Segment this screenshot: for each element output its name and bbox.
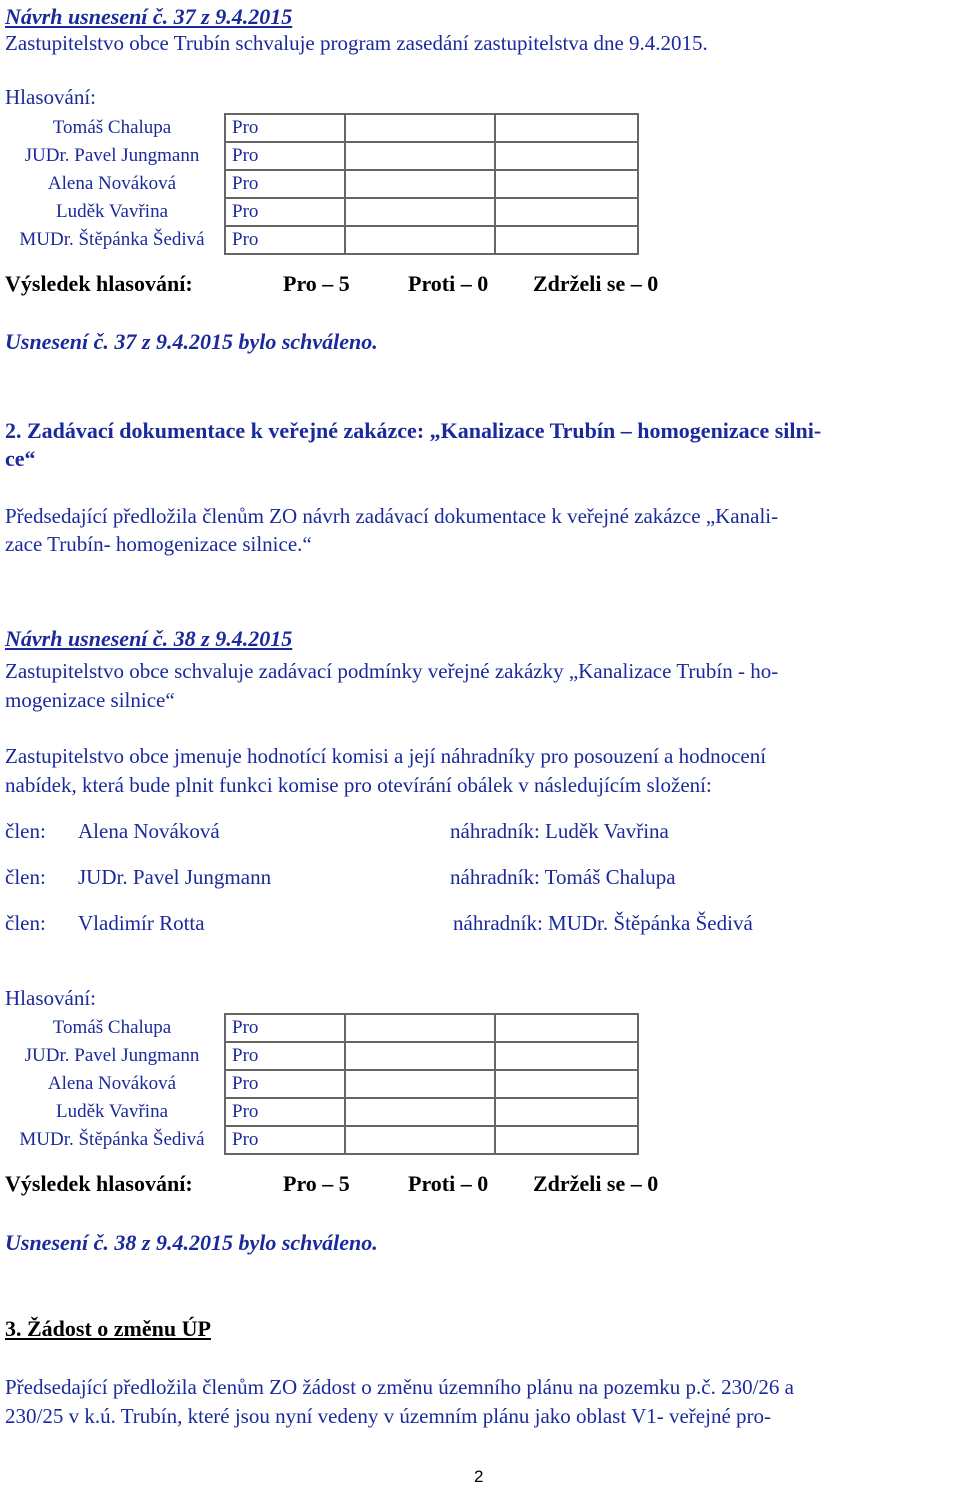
vote-value: Pro: [225, 1070, 345, 1098]
vote-row: [0, 142, 638, 170]
commission-line2: nabídek, která bude plnit funkci komise pro otevírání obálek v následujícím složení:: [5, 773, 712, 797]
member-substitute: náhradník: MUDr. Štěpánka Šedivá: [453, 911, 753, 935]
vote-cell-empty: [495, 1126, 638, 1154]
vote-cell-empty: [345, 1014, 495, 1042]
voter-name: Tomáš Chalupa: [52, 1017, 172, 1038]
vote-cell-empty: [345, 1126, 495, 1154]
vote-value: Pro: [225, 198, 345, 226]
vote-cell-empty: [495, 142, 638, 170]
vote-cell-empty: [345, 1098, 495, 1126]
vote-row: [0, 1042, 638, 1070]
voter-name: Alena Nováková: [47, 1073, 177, 1094]
vote-cell-empty: [495, 1070, 638, 1098]
voting-label: Hlasování:: [5, 85, 96, 109]
section-3-heading-text: 3. Žádost o změnu ÚP: [5, 1316, 211, 1341]
vote-value: Pro: [225, 1042, 345, 1070]
vote-result-pro: Pro – 5: [283, 1171, 350, 1196]
vote-row: [0, 170, 638, 198]
resolution-37: Usnesení č. 37 z 9.4.2015 bylo schváleno.: [5, 329, 378, 354]
vote-cell-empty: [345, 142, 495, 170]
voter-name: Alena Nováková: [47, 173, 177, 194]
section-2-para-line1: Předsedající předložila členům ZO návrh zadávací dokumentace k veřejné zakázce „Kanali-: [5, 504, 779, 528]
vote-cell-empty: [495, 1098, 638, 1126]
vote-cell-empty: [345, 170, 495, 198]
commission-line1: Zastupitelstvo obce jmenuje hodnotící komisi a její náhradníky pro posouzení a hodnocení: [5, 744, 767, 768]
member-substitute: náhradník: Tomáš Chalupa: [450, 865, 676, 889]
vote-cell-empty: [495, 1014, 638, 1042]
voter-name: MUDr. Štěpánka Šedivá: [19, 1129, 205, 1150]
vote-cell-empty: [495, 170, 638, 198]
member-label: člen:: [5, 911, 46, 935]
vote-result-proti: Proti – 0: [408, 271, 489, 296]
vote-cell-empty: [495, 114, 638, 142]
voter-name: Luděk Vavřina: [55, 201, 169, 222]
vote-result-pro: Pro – 5: [283, 271, 350, 296]
vote-row: [0, 198, 638, 226]
vote-row: [0, 1070, 638, 1098]
page-number: 2: [474, 1467, 484, 1486]
vote-result-abstain: Zdrželi se – 0: [533, 1171, 659, 1196]
member-substitute: náhradník: Luděk Vavřina: [450, 819, 669, 843]
vote-row: [0, 1014, 638, 1042]
vote-value: Pro: [225, 1014, 345, 1042]
section-2-heading-line2: ce“: [5, 446, 36, 471]
vote-cell-empty: [345, 198, 495, 226]
section-2-para-line2: zace Trubín- homogenizace silnice.“: [5, 532, 312, 556]
vote-result-proti: Proti – 0: [408, 1171, 489, 1196]
voting-table: [0, 113, 639, 255]
section-2-heading-line1: 2. Zadávací dokumentace k veřejné zakázce: „Kanalizace Trubín – homogenizace silni-: [5, 418, 822, 443]
vote-value: Pro: [225, 170, 345, 198]
proposal-38-line2: mogenizace silnice“: [5, 688, 175, 712]
section-3-para-line1: Předsedající předložila členům ZO žádost o změnu územního plánu na pozemku p.č. 230/26 a: [5, 1375, 795, 1399]
voter-name: Tomáš Chalupa: [52, 117, 172, 138]
vote-cell-empty: [345, 1042, 495, 1070]
vote-row: [0, 226, 638, 254]
vote-result-abstain: Zdrželi se – 0: [533, 271, 659, 296]
voting-table: [0, 1013, 639, 1155]
vote-cell-empty: [495, 226, 638, 254]
vote-value: Pro: [225, 1126, 345, 1154]
voter-name: MUDr. Štěpánka Šedivá: [19, 229, 205, 250]
voter-name: JUDr. Pavel Jungmann: [24, 145, 200, 166]
vote-value: Pro: [225, 142, 345, 170]
member-name: Vladimír Rotta: [78, 911, 205, 935]
vote-row: [0, 1126, 638, 1154]
section-3-para-line2: 230/25 v k.ú. Trubín, které jsou nyní vedeny v územním plánu jako oblast V1- veřejné pro-: [5, 1404, 771, 1428]
voter-name: Luděk Vavřina: [55, 1101, 169, 1122]
member-label: člen:: [5, 865, 46, 889]
proposal-38-line1: Zastupitelstvo obce schvaluje zadávací podmínky veřejné zakázky „Kanalizace Trubín - ho-: [5, 659, 779, 683]
member-name: Alena Nováková: [78, 819, 220, 843]
section-3-heading: [5, 1315, 211, 1342]
vote-result-label: Výsledek hlasování:: [5, 271, 193, 296]
vote-value: Pro: [225, 114, 345, 142]
vote-cell-empty: [345, 1070, 495, 1098]
vote-cell-empty: [495, 198, 638, 226]
proposal-text-37: Zastupitelstvo obce Trubín schvaluje program zasedání zastupitelstva dne 9.4.2015.: [5, 31, 708, 55]
vote-value: Pro: [225, 1098, 345, 1126]
vote-cell-empty: [345, 114, 495, 142]
vote-cell-empty: [345, 226, 495, 254]
voting-label: Hlasování:: [5, 986, 96, 1010]
vote-cell-empty: [495, 1042, 638, 1070]
vote-row: [0, 1098, 638, 1126]
vote-value: Pro: [225, 226, 345, 254]
voter-name: JUDr. Pavel Jungmann: [24, 1045, 200, 1066]
member-label: člen:: [5, 819, 46, 843]
proposal-title-37: Návrh usnesení č. 37 z 9.4.2015: [5, 4, 293, 29]
resolution-38: Usnesení č. 38 z 9.4.2015 bylo schváleno.: [5, 1230, 378, 1255]
vote-row: [0, 114, 638, 142]
vote-result-label: Výsledek hlasování:: [5, 1171, 193, 1196]
member-name: JUDr. Pavel Jungmann: [78, 865, 272, 889]
proposal-title-38: Návrh usnesení č. 38 z 9.4.2015: [5, 626, 293, 651]
